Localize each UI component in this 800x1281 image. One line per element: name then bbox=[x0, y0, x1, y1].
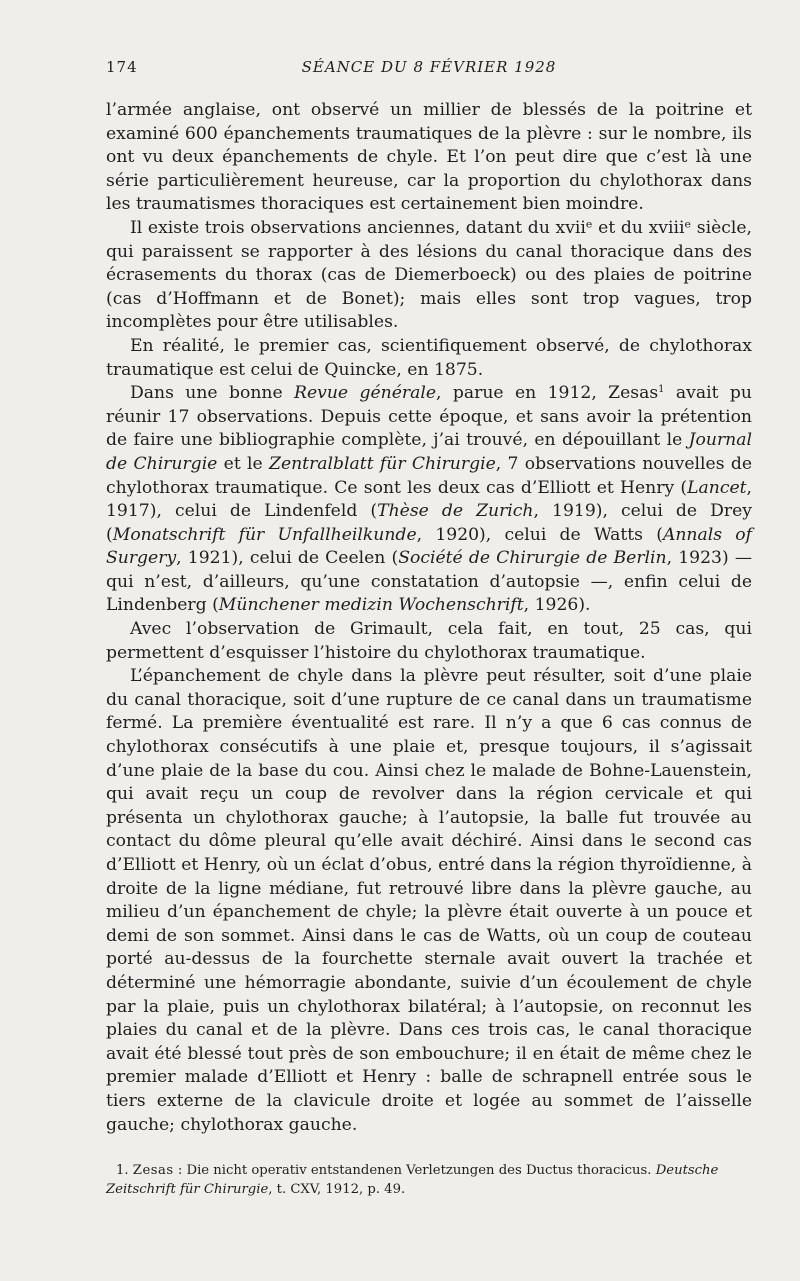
paragraph-1: l’armée anglaise, ont observé un millier de blessés de la poitrine et examiné 600 épanchements traumatiques de la plèvre : sur le nombre, ils ont vu deux épanchements de chyle. Et l’on peut dire que c’est là une série particulièrement heureuse, car la proportion du chylothorax dans les traumatismes thoraciques est certainement bien moindre. bbox=[106, 100, 752, 215]
running-header bbox=[106, 58, 752, 80]
title-revue-generale: Revue générale bbox=[294, 383, 437, 404]
title-zentralblatt: Zentralblatt für Chirurgie bbox=[269, 453, 496, 474]
footnote-author: Zesas bbox=[132, 1163, 174, 1178]
footnote-journal: Deutsche Zeitschrift für Chirurgie bbox=[106, 1163, 719, 1197]
paragraph-4: Dans une bonne Revue générale, parue en 1912, Zesas$^1$ avait pu réunir 17 observations. Depuis cette époque, et sans avoir la prétention de faire une bibliographie complète, j’ai trouvé, en dépouillant le Journal de Chirurgie et le Zentralblatt für Chirurgie, 7 observations nouvelles de chylothorax traumatique. Ce sont les deux cas d’Elliott et Henry (Lancet, 1917), celui de Lindenfeld (Thèse de Zurich, 1919), celui de Drey (Monatschrift für Unfallheilkunde, 1920), celui de Watts (Annals of Surgery, 1921), celui de Ceelen (Société de Chirurgie de Berlin, 1923) — qui n’est, d’ailleurs, qu’une constatation d’autopsie —, enfin celui de Lindenberg (Münchener medizin Wochenschrift, 1926). bbox=[106, 383, 753, 616]
paragraph-3: En réalité, le premier cas, scientifiquement observé, de chylothorax traumatique est celui de Quincke, en 1875. bbox=[106, 335, 752, 380]
title-these-zurich: Thèse de Zurich bbox=[377, 501, 534, 522]
paragraph-2: Il existe trois observations anciennes, datant du xviiᵉ et du xviiiᵉ siècle, qui paraissent se rapporter à des lésions du canal thoracique dans des écrasements du thorax (cas de Diemerboeck) ou des plaies de poitrine (cas d’Hoffmann et de Bonet); mais elles sont trop vagues, trop incomplètes pour être utilisables. bbox=[106, 217, 752, 333]
title-munchener-wochenschrift: Münchener medizin Wochenschrift bbox=[218, 595, 524, 616]
footnote: 1. Zesas : Die nicht operativ entstandenen Verletzungen des Ductus thoracicus. Deutsche Zeitschrift für Chirurgie, t. CXV, 1912, p. 49. bbox=[106, 1163, 719, 1197]
title-annals-surgery: Annals of Surgery bbox=[106, 524, 752, 569]
title-societe-chirurgie-berlin: Société de Chirurgie de Berlin bbox=[398, 548, 667, 569]
footnote-ref: 1 bbox=[658, 384, 665, 396]
page-number: 174 bbox=[106, 58, 138, 76]
footnote-number: 1. bbox=[116, 1163, 129, 1178]
title-lancet: Lancet bbox=[687, 477, 747, 498]
paragraph-5: Avec l’observation de Grimault, cela fait, en tout, 25 cas, qui permettent d’esquisser l’histoire du chylothorax traumatique. bbox=[106, 619, 752, 663]
title-monatschrift: Monatschrift für Unfallheilkunde bbox=[112, 524, 417, 545]
title-journal-chirurgie: Journal de Chirurgie bbox=[106, 430, 752, 474]
paragraph-6: L’épanchement de chyle dans la plèvre peut résulter, soit d’une plaie du canal thoracique, soit d’une rupture de ce canal dans un traumatisme fermé. La première éventualité est rare. Il n’y a que 6 cas connus de chylothorax consécutifs à une plaie et, presque toujours, il s’agissait d’une plaie de la base du cou. Ainsi chez le malade de Bohne-Lauenstein, qui avait reçu un coup de revolver dans la région cervicale et qui présenta un chylothorax gauche; à l’autopsie, la balle fut trouvée au contact du dôme pleural qu’elle avait déchiré. Ainsi dans le second cas d’Elliott et Henry, où un éclat d’obus, entré dans la région thyroïdienne, à droite de la ligne médiane, fut retrouvé libre dans la plèvre gauche, au milieu d’un épanchement de chyle; la plèvre était ouverte à un pouce et demi de son sommet. Ainsi dans le cas de Watts, où un coup de couteau porté au-dessus de la fourchette sternale avait ouvert la trachée et déterminé une hémorragie abondante, suivie d’un écoulement de chyle par la plaie, puis un chylothorax bilatéral; à l’autopsie, on reconnut les plaies du canal et de la plèvre. Dans ces trois cas, le canal thoracique avait été blessé tout près de son embouchure; il en était de même chez le premier malade d’Elliott et Henry : balle de schrapnell entrée sous le tiers externe de la clavicule droite et logée au sommet de l’aisselle gauche; chylothorax gauche. bbox=[106, 666, 752, 1135]
running-title: SÉANCE DU 8 FÉVRIER 1928 bbox=[301, 58, 557, 76]
body-text bbox=[106, 99, 752, 1137]
